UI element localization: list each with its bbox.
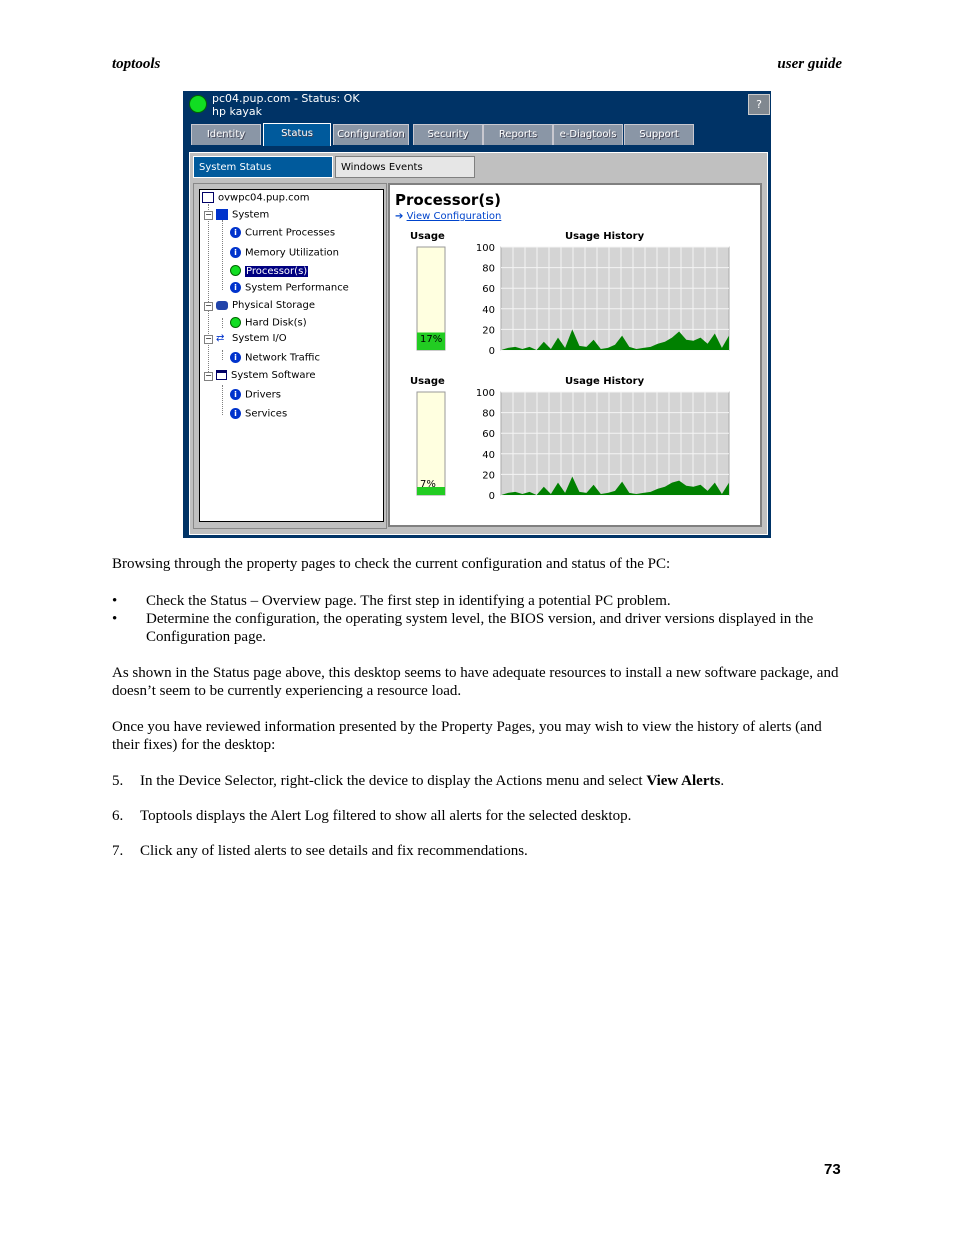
step-text-end: . — [720, 773, 725, 789]
bullet-item — [112, 592, 847, 610]
subtab-system-status[interactable]: System Status — [193, 156, 333, 178]
bullet-text: Check the Status – Overview page. The first step in identifying a potential PC problem. — [146, 593, 671, 609]
tree-label-system: System — [232, 209, 270, 221]
arrow-right-icon: ➔ — [395, 211, 404, 222]
status-ok-icon — [189, 95, 207, 113]
tree-item-hard-disks[interactable] — [230, 317, 307, 330]
computer-icon — [202, 192, 214, 203]
tree-item-system-performance[interactable] — [230, 282, 349, 295]
document-body — [112, 555, 847, 860]
usage-history-label: Usage History — [565, 376, 645, 387]
tree-label-system-software: System Software — [231, 370, 316, 381]
step-text: Toptools displays the Alert Log filtered to show all alerts for the selected desktop. — [140, 808, 632, 824]
window-icon — [216, 370, 227, 380]
tree-item-system-io[interactable] — [216, 333, 287, 345]
running-header-left: toptools — [112, 56, 161, 72]
y-tick-label: 60 — [482, 284, 495, 296]
tree-label-drivers: Drivers — [245, 389, 281, 401]
step-item — [112, 807, 847, 825]
status-ok-icon — [230, 265, 241, 276]
info-icon: i — [230, 247, 241, 258]
tree-item-memory-utilization[interactable] — [230, 247, 339, 260]
tree-item-network-traffic[interactable] — [230, 352, 320, 365]
page-title: Processor(s) — [395, 191, 501, 209]
bullet-item — [112, 610, 847, 646]
step-item — [112, 842, 847, 860]
collapse-icon[interactable]: − — [205, 301, 212, 310]
bullet-icon: • — [112, 593, 118, 609]
tab-e-diagtools[interactable]: e-Diagtools — [553, 124, 623, 145]
status-panel — [189, 152, 768, 535]
subtab-windows-events[interactable]: Windows Events — [335, 156, 475, 178]
tree-pane — [193, 183, 387, 529]
step-number: 7. — [112, 843, 124, 859]
collapse-icon[interactable]: − — [205, 334, 212, 343]
usage-label: Usage — [410, 231, 445, 242]
tree-item-services[interactable] — [230, 408, 287, 421]
step-bold: View Alerts — [646, 773, 721, 789]
info-icon: i — [230, 227, 241, 238]
page-number: 73 — [824, 1161, 841, 1178]
tree-label-physical-storage: Physical Storage — [232, 300, 315, 311]
info-icon: i — [230, 282, 241, 293]
tree-item-root[interactable] — [202, 192, 310, 205]
usage-gauge-value: 7% — [420, 479, 436, 490]
tab-support[interactable]: Support — [624, 124, 694, 145]
tree-label-network-traffic: Network Traffic — [245, 352, 320, 364]
app-screenshot — [183, 91, 771, 538]
running-header-right: user guide — [777, 56, 842, 72]
tree-label-current-processes: Current Processes — [245, 227, 336, 239]
bullet-text: Determine the configuration, the operating system level, the BIOS version, and driver versions displayed in the Configuration page. — [146, 611, 814, 645]
y-tick-label: 20 — [482, 325, 495, 337]
app-title-model: hp kayak — [212, 105, 262, 118]
tree-item-processors[interactable] — [230, 265, 308, 278]
y-tick-label: 0 — [488, 491, 495, 502]
paragraph-resources: As shown in the Status page above, this desktop seems to have adequate resources to install a new software package, and doesn’t seem to be currently experiencing a resource load. — [112, 665, 839, 699]
tree-label-memory-utilization: Memory Utilization — [245, 247, 339, 259]
step-text: Click any of listed alerts to see details and fix recommendations. — [140, 843, 528, 859]
tab-identity[interactable]: Identity — [191, 124, 261, 145]
tree-item-system-software[interactable] — [216, 370, 316, 382]
tree-item-current-processes[interactable] — [230, 227, 335, 240]
tab-reports[interactable]: Reports — [483, 124, 553, 145]
usage-history-label: Usage History — [565, 231, 645, 242]
usage-label: Usage — [410, 376, 445, 387]
step-number: 5. — [112, 773, 124, 789]
tree-item-drivers[interactable] — [230, 389, 281, 402]
y-tick-label: 100 — [475, 388, 495, 399]
y-tick-label: 40 — [482, 449, 495, 461]
paragraph-alerts: Once you have reviewed information presented by the Property Pages, you may wish to view the history of alerts (and their fixes) for the desktop: — [112, 719, 822, 753]
app-titlebar — [183, 91, 771, 146]
info-icon: i — [230, 408, 241, 419]
app-title — [212, 92, 360, 118]
bullet-icon: • — [112, 611, 118, 627]
info-icon: i — [230, 352, 241, 363]
tree-item-system[interactable] — [216, 209, 269, 222]
y-tick-label: 80 — [482, 263, 495, 275]
tree-label-system-performance: System Performance — [245, 282, 349, 294]
help-button[interactable]: ? — [748, 94, 770, 115]
tab-configuration[interactable]: Configuration — [333, 124, 409, 145]
device-tree — [199, 189, 384, 522]
view-configuration-label: View Configuration — [406, 211, 502, 222]
tree-label-hard-disks: Hard Disk(s) — [245, 317, 307, 329]
y-tick-label: 20 — [482, 470, 495, 482]
step-text: In the Device Selector, right-click the device to display the Actions menu and select — [140, 773, 647, 789]
info-icon: i — [230, 389, 241, 400]
y-tick-label: 60 — [482, 429, 495, 441]
intro-paragraph: Browsing through the property pages to check the current configuration and status of the PC: — [112, 556, 671, 572]
history-plot-area — [501, 247, 729, 350]
y-tick-label: 40 — [482, 304, 495, 316]
tree-label-root: ovwpc04.pup.com — [218, 192, 310, 204]
tree-label-processors: Processor(s) — [246, 265, 308, 277]
tree-item-physical-storage[interactable] — [216, 300, 315, 312]
status-ok-icon — [230, 317, 241, 328]
processor-content — [388, 183, 762, 527]
collapse-icon[interactable]: − — [205, 371, 212, 380]
tab-status[interactable]: Status — [263, 123, 331, 147]
y-tick-label: 0 — [488, 346, 495, 357]
tree-label-services: Services — [245, 408, 288, 420]
step-number: 6. — [112, 808, 124, 824]
usage-gauge-value: 17% — [420, 334, 443, 345]
step-item — [112, 772, 847, 790]
io-icon: ⇄ — [216, 332, 225, 344]
y-tick-label: 100 — [475, 243, 495, 254]
system-icon — [216, 209, 228, 220]
tab-security[interactable]: Security — [413, 124, 483, 145]
collapse-icon[interactable]: − — [205, 210, 212, 219]
y-tick-label: 80 — [482, 408, 495, 420]
app-body — [183, 146, 771, 538]
app-title-status: pc04.pup.com - Status: OK — [212, 92, 360, 105]
tree-label-system-io: System I/O — [232, 333, 287, 344]
usage-charts — [390, 185, 760, 525]
history-plot-area — [501, 392, 729, 495]
disk-icon — [216, 301, 228, 310]
